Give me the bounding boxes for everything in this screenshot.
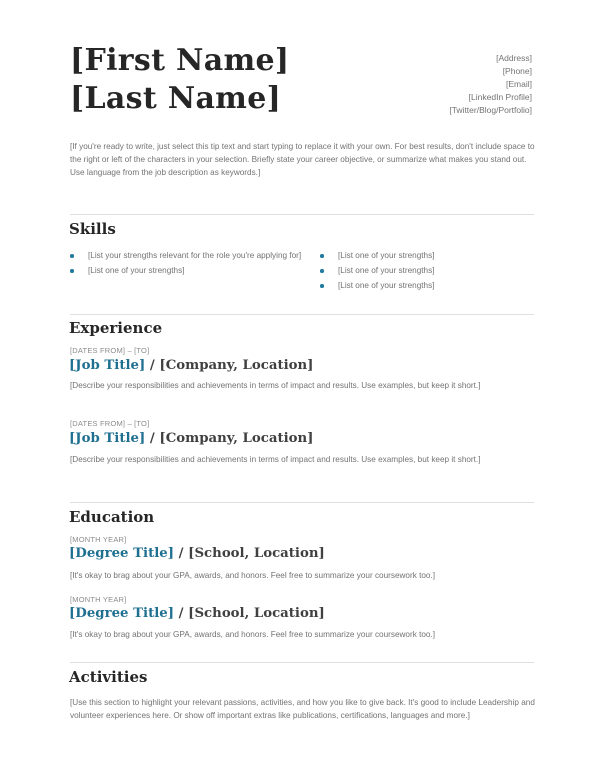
section-divider: [70, 314, 534, 315]
skill-item[interactable]: [List one of your strengths]: [320, 279, 535, 293]
job-title: [Job Title]: [69, 358, 146, 373]
first-name[interactable]: [First Name]: [70, 43, 290, 78]
skill-item[interactable]: [List your strengths relevant for the role you're applying for]: [70, 249, 305, 263]
skill-item[interactable]: [List one of your strengths]: [320, 249, 535, 263]
degree-title: [Degree Title]: [69, 546, 175, 561]
title-separator: /: [174, 606, 189, 621]
contact-address[interactable]: [Address]: [496, 53, 532, 63]
contact-website[interactable]: [Twitter/Blog/Portfolio]: [449, 105, 532, 115]
experience-description[interactable]: [Describe your responsibilities and achievements in terms of impact and results. Use examples, but keep it short.]: [70, 455, 481, 464]
section-divider: [70, 662, 534, 663]
name-heading: [70, 42, 289, 118]
education-title[interactable]: [69, 606, 325, 621]
degree-title: [Degree Title]: [69, 606, 175, 621]
contact-info: [449, 52, 532, 117]
education-date[interactable]: [MONTH YEAR]: [70, 535, 127, 544]
school-location: [School, Location]: [188, 606, 325, 621]
experience-title[interactable]: [69, 358, 313, 373]
education-heading: Education: [69, 508, 155, 526]
education-title[interactable]: [69, 546, 325, 561]
title-separator: /: [174, 546, 189, 561]
contact-linkedin[interactable]: [LinkedIn Profile]: [468, 92, 532, 102]
company-location: [Company, Location]: [159, 358, 314, 373]
job-title: [Job Title]: [69, 431, 146, 446]
activities-description[interactable]: [Use this section to highlight your relevant passions, activities, and how you like to give back. It's good to include Leadership and volunteer experiences here. Or show off important extras like publications, certifications, languages and more.]: [70, 698, 535, 720]
last-name[interactable]: [Last Name]: [70, 81, 282, 116]
experience-title[interactable]: [69, 431, 313, 446]
title-separator: /: [145, 358, 160, 373]
experience-heading: Experience: [69, 319, 163, 337]
skills-list-right: [320, 249, 535, 294]
title-separator: /: [145, 431, 160, 446]
company-location: [Company, Location]: [159, 431, 314, 446]
section-divider: [70, 214, 534, 215]
objective-text[interactable]: [If you're ready to write, just select this tip text and start typing to replace it with your own. For best results, don't include space to the right or left of the characters in your selection. Briefly state your career objective, or summarize what makes you stand out. Use language from the job description as keywords.]: [70, 142, 535, 177]
education-description[interactable]: [It's okay to brag about your GPA, awards, and honors. Feel free to summarize your coursework too.]: [70, 630, 436, 639]
education-description[interactable]: [It's okay to brag about your GPA, awards, and honors. Feel free to summarize your coursework too.]: [70, 571, 436, 580]
skills-list-left: [70, 249, 305, 279]
section-divider: [70, 502, 534, 503]
experience-description[interactable]: [Describe your responsibilities and achievements in terms of impact and results. Use examples, but keep it short.]: [70, 381, 481, 390]
skill-item[interactable]: [List one of your strengths]: [70, 264, 305, 278]
experience-dates[interactable]: [DATES FROM] – [TO]: [70, 346, 150, 355]
school-location: [School, Location]: [188, 546, 325, 561]
skills-heading: Skills: [69, 220, 116, 238]
experience-dates[interactable]: [DATES FROM] – [TO]: [70, 419, 150, 428]
education-date[interactable]: [MONTH YEAR]: [70, 595, 127, 604]
skill-item[interactable]: [List one of your strengths]: [320, 264, 535, 278]
activities-heading: Activities: [69, 668, 148, 686]
contact-email[interactable]: [Email]: [506, 79, 532, 89]
contact-phone[interactable]: [Phone]: [502, 66, 532, 76]
